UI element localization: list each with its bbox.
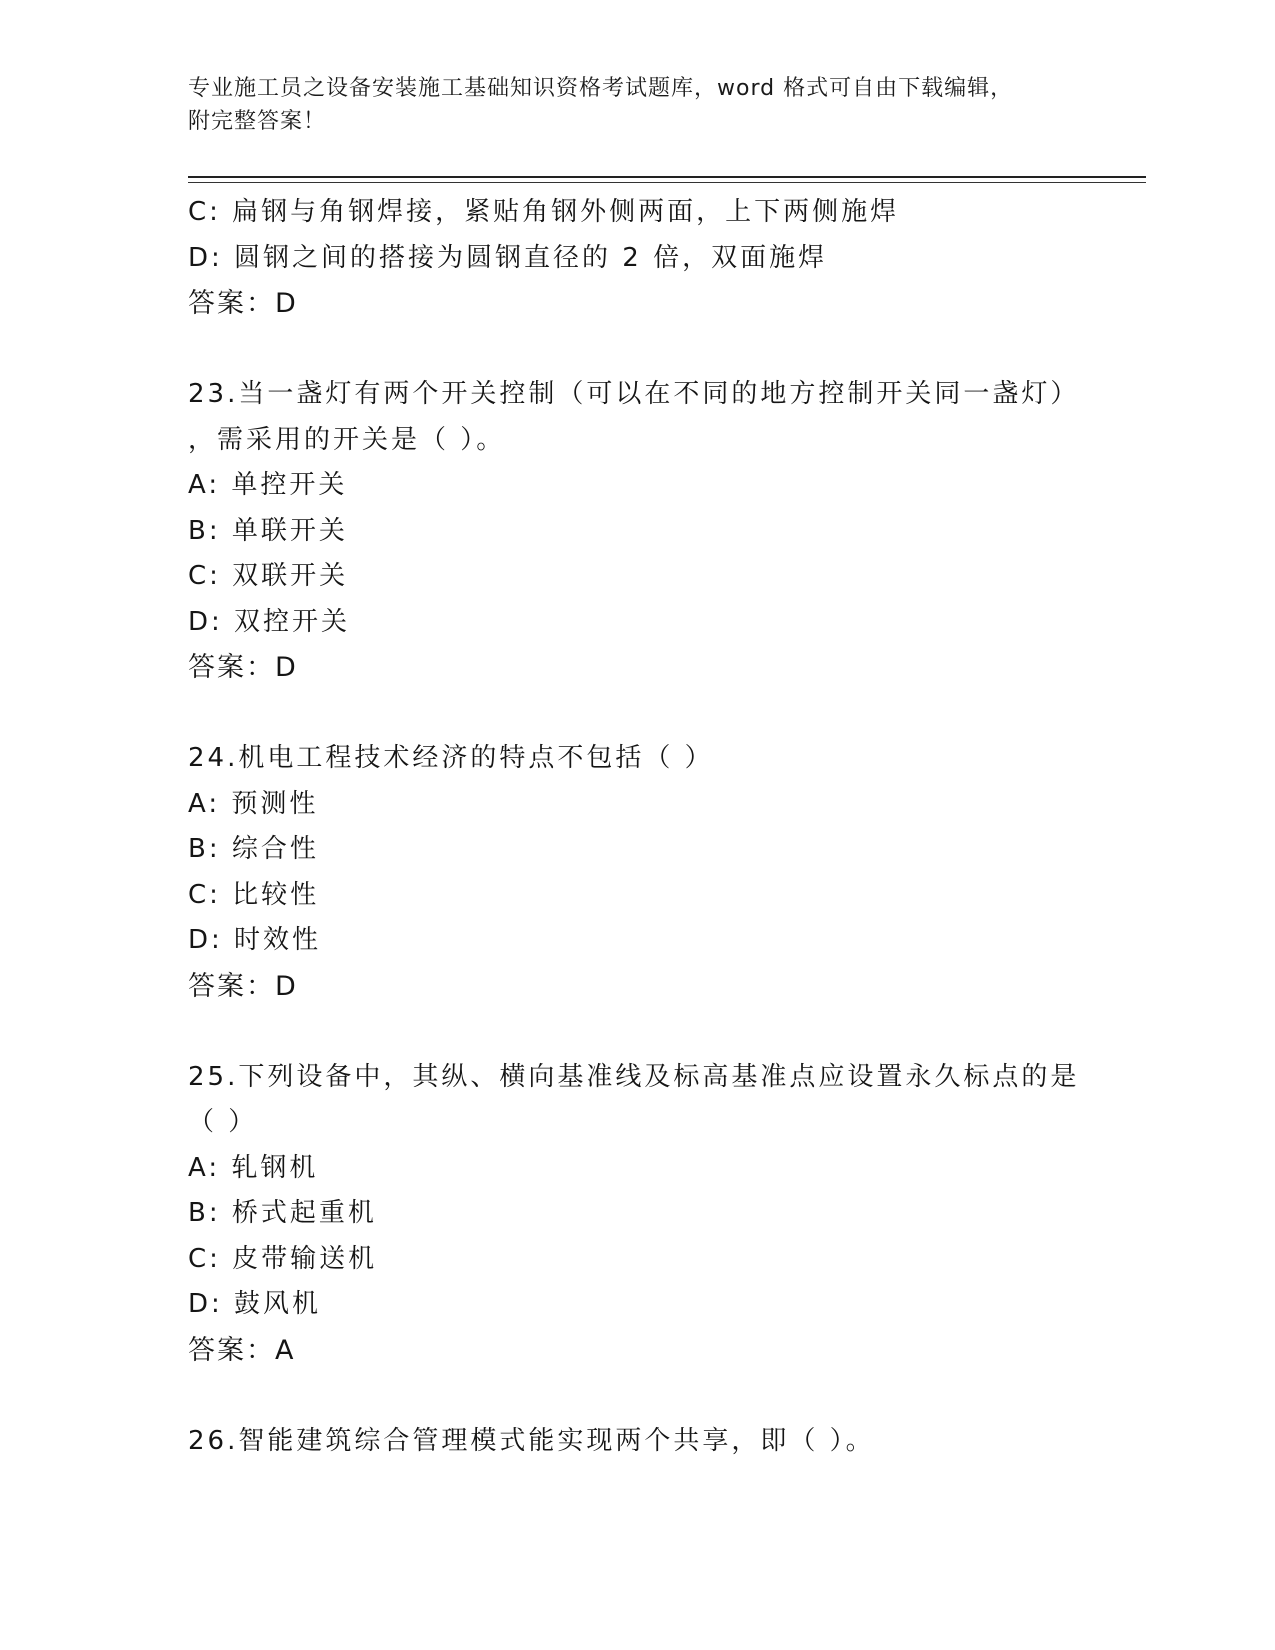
answer-text: 答案：D — [188, 288, 298, 319]
spacer — [188, 691, 1088, 737]
question-text: 24.机电工程技术经济的特点不包括（ ） — [188, 743, 714, 773]
option-text: C: 比较性 — [188, 879, 320, 910]
header-line-1: 专业施工员之设备安装施工基础知识资格考试题库，word 格式可自由下载编辑， — [188, 76, 1014, 101]
question-text: 25.下列设备中，其纵、横向基准线及标高基准点应设置永久标点的是 — [188, 1061, 1080, 1092]
option-text: D: 双控开关 — [188, 606, 351, 637]
header-divider-thick — [188, 176, 1146, 178]
option-text: D: 圆钢之间的搭接为圆钢直径的 2 倍，双面施焊 — [188, 242, 828, 273]
option-text: A: 单控开关 — [188, 470, 348, 500]
option-text: B: 单联开关 — [188, 515, 348, 546]
answer-text: 答案：D — [188, 970, 298, 1002]
option-text: C: 双联开关 — [188, 561, 349, 591]
answer-text: 答案：D — [188, 652, 298, 683]
option-text: A: 预测性 — [188, 788, 319, 819]
header-line-2: 附完整答案！ — [188, 109, 327, 134]
document-header — [188, 72, 1068, 138]
option-text: D: 时效性 — [188, 925, 322, 955]
spacer — [188, 1009, 1088, 1055]
answer-text: 答案：A — [188, 1334, 296, 1366]
option-text: B: 桥式起重机 — [188, 1198, 377, 1228]
spacer — [188, 327, 1088, 373]
spacer — [188, 1373, 1088, 1419]
option-text: C: 皮带输送机 — [188, 1243, 378, 1274]
question-text: 23.当一盏灯有两个开关控制（可以在不同的地方控制开关同一盏灯） — [188, 379, 1080, 409]
question-text: ，需采用的开关是（ ）。 — [188, 424, 506, 455]
option-text: A: 轧钢机 — [188, 1152, 319, 1183]
option-text: C: 扁钢与角钢焊接，紧贴角钢外侧两面，上下两侧施焊 — [188, 197, 900, 227]
question-text: 26.智能建筑综合管理模式能实现两个共享，即（ ）。 — [188, 1425, 875, 1456]
header-divider-thin — [188, 182, 1146, 183]
question-text: （ ） — [188, 1107, 258, 1137]
question-list — [188, 190, 1088, 1464]
option-text: D: 鼓风机 — [188, 1289, 322, 1319]
option-text: B: 综合性 — [188, 834, 319, 864]
